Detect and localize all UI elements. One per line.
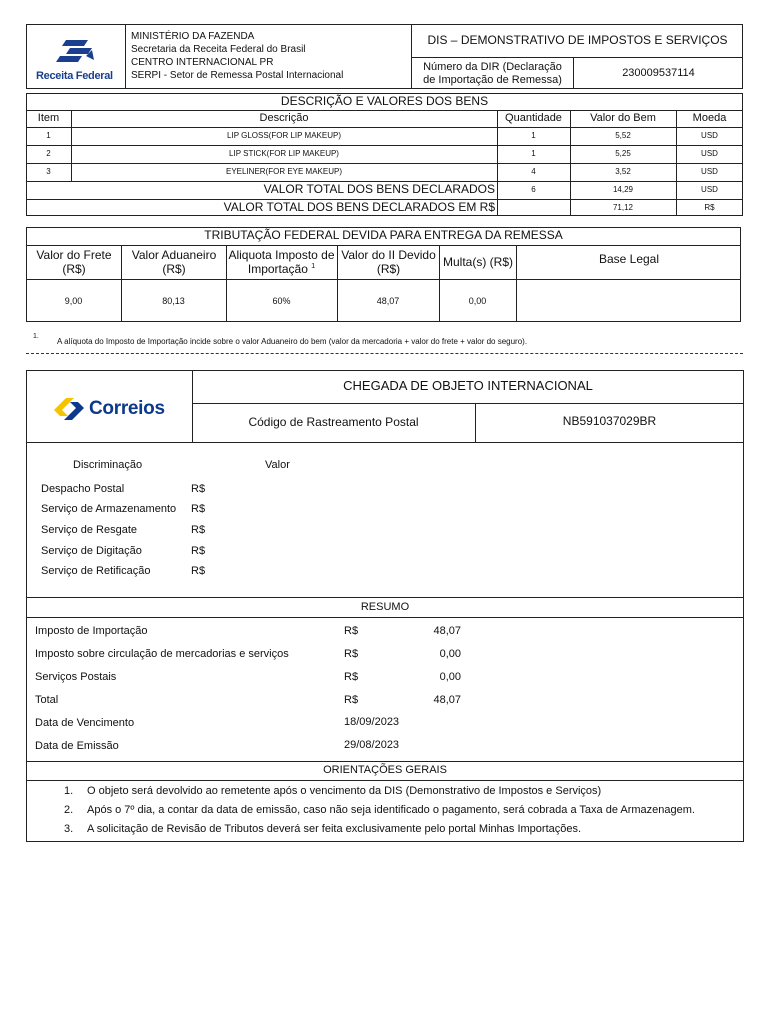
service-label: Serviço de Resgate [41, 524, 137, 536]
tracking-label: Código de Rastreamento Postal [248, 415, 419, 430]
orientation-text: O objeto será devolvido ao remetente após o vencimento da DIS (Demonstrativo de Impostos e Serviços) [87, 785, 602, 797]
col-discriminacao: Discriminação [73, 459, 143, 471]
value-frete: 9,00 [64, 295, 83, 306]
total-brl-currency: R$ [704, 202, 715, 212]
table-row-currency: USD [701, 149, 718, 159]
value-aduaneiro: 80,13 [162, 295, 185, 306]
service-currency: R$ [191, 545, 206, 557]
issue-date: 29/08/2023 [344, 739, 400, 751]
service-currency: R$ [191, 503, 206, 515]
dir-label: Número da DIR (Declaração de Importação de Remessa) [423, 60, 562, 86]
receita-federal-logo-text: Receita Federal [36, 70, 113, 82]
footnote-text: A alíquota do Imposto de Importação incide sobre o valor Aduaneiro do bem (valor da mercadoria + valor do frete + valor do seguro). [57, 337, 528, 346]
col-valor: Valor [265, 459, 290, 471]
resumo-value: 0,00 [439, 648, 461, 660]
org-line-sector: SERPI - Setor de Remessa Postal Internacional [131, 70, 344, 81]
orientation-text: A solicitação de Revisão de Tributos deverá ser feita exclusivamente pelo portal Minhas Importações. [87, 823, 582, 835]
col-quantidade: Quantidade [505, 112, 562, 125]
col-ii-devido: Valor do II Devido (R$) [341, 247, 436, 276]
resumo-label: Serviços Postais [35, 671, 117, 683]
tax-title: TRIBUTAÇÃO FEDERAL DEVIDA PARA ENTREGA DA REMESSA [204, 228, 563, 243]
service-currency: R$ [191, 524, 206, 536]
total-brl-value: 71,12 [612, 202, 634, 212]
col-moeda: Moeda [692, 112, 727, 125]
col-item: Item [37, 112, 60, 125]
orientation-number: 1. [64, 785, 74, 797]
resumo-currency: R$ [344, 694, 359, 706]
resumo-label: Data de Vencimento [35, 717, 135, 729]
value-aliquota: 60% [272, 295, 291, 306]
total-label: VALOR TOTAL DOS BENS DECLARADOS [263, 182, 495, 197]
org-line-secretariat: Secretaria da Receita Federal do Brasil [131, 44, 306, 55]
resumo-currency: R$ [344, 671, 359, 683]
resumo-value: 48,07 [433, 625, 461, 637]
service-label: Despacho Postal [41, 483, 125, 495]
receita-federal-logo [36, 36, 118, 80]
footnote-ref: 1 [311, 262, 316, 270]
value-multa: 0,00 [468, 295, 487, 306]
service-label: Serviço de Retificação [41, 565, 151, 577]
service-label: Serviço de Digitação [41, 545, 142, 557]
resumo-label: Total [35, 694, 59, 706]
table-row-value: 5,52 [615, 131, 631, 141]
orientation-number: 3. [64, 823, 74, 835]
due-date: 18/09/2023 [344, 716, 400, 728]
table-row-item: 3 [46, 167, 51, 177]
service-currency: R$ [191, 565, 206, 577]
resumo-value: 0,00 [439, 671, 461, 683]
orient-title: ORIENTAÇÕES GERAIS [323, 764, 447, 777]
col-valor-bem: Valor do Bem [590, 112, 656, 125]
dir-number: 230009537114 [622, 67, 695, 80]
resumo-value: 48,07 [433, 694, 461, 706]
cut-line [26, 353, 743, 354]
col-aliquota-label: Aliquota Imposto de Importação [228, 247, 335, 276]
col-aliquota [228, 246, 335, 279]
correios-title: CHEGADA DE OBJETO INTERNACIONAL [343, 378, 593, 394]
footnote-marker: 1. [33, 333, 39, 340]
table-row-value: 3,52 [615, 167, 631, 177]
table-row-desc: EYELINER(FOR EYE MAKEUP) [225, 167, 343, 177]
org-line-center: CENTRO INTERNACIONAL PR [131, 57, 274, 68]
dis-title: DIS – DEMONSTRATIVO DE IMPOSTOS E SERVIÇOS [427, 32, 728, 47]
org-block [131, 30, 411, 82]
orientation-number: 2. [64, 804, 74, 816]
correios-emblem-icon [52, 396, 86, 422]
resumo-label: Data de Emissão [35, 740, 119, 752]
correios-logo [52, 394, 172, 424]
service-currency: R$ [191, 483, 206, 495]
table-row-item: 2 [46, 149, 51, 159]
resumo-currency: R$ [344, 625, 359, 637]
col-aduaneiro: Valor Aduaneiro (R$) [131, 247, 217, 276]
total-currency: USD [701, 185, 718, 195]
total-brl-label: VALOR TOTAL DOS BENS DECLARADOS EM R$ [223, 199, 495, 214]
table-row-value: 5,25 [615, 149, 631, 159]
col-frete: Valor do Frete (R$) [36, 247, 112, 276]
correios-logo-text: Correios [89, 398, 165, 419]
table-row-desc: LIP STICK(FOR LIP MAKEUP) [229, 149, 339, 159]
col-base-legal: Base Legal [598, 252, 660, 267]
value-base-legal [516, 280, 741, 322]
goods-title: DESCRIÇÃO E VALORES DOS BENS [280, 93, 489, 108]
table-row-currency: USD [701, 131, 718, 141]
value-ii-devido: 48,07 [376, 295, 400, 306]
table-row-qty: 1 [531, 149, 536, 159]
total-qty: 6 [531, 185, 536, 195]
col-descricao: Descrição [259, 112, 309, 125]
receita-federal-emblem-icon [36, 36, 118, 66]
orientation-text: Após o 7º dia, a contar da data de emissão, caso não seja identificado o pagamento, será cobrada a Taxa de Armazenagem. [87, 804, 695, 816]
service-label: Serviço de Armazenamento [41, 503, 177, 515]
col-multa: Multa(s) (R$) [442, 254, 513, 269]
org-line-ministry: MINISTÉRIO DA FAZENDA [131, 31, 255, 42]
table-row-desc: LIP GLOSS(FOR LIP MAKEUP) [227, 131, 341, 141]
resumo-label: Imposto sobre circulação de mercadorias e serviços [35, 648, 289, 660]
total-value: 14,29 [612, 185, 634, 195]
resumo-title: RESUMO [360, 600, 410, 613]
table-row-qty: 1 [531, 131, 536, 141]
resumo-label: Imposto de Importação [35, 625, 148, 637]
table-row-currency: USD [701, 167, 718, 177]
resumo-currency: R$ [344, 648, 359, 660]
table-row-qty: 4 [531, 167, 536, 177]
table-row-item: 1 [46, 131, 51, 141]
tracking-code: NB591037029BR [562, 414, 657, 429]
